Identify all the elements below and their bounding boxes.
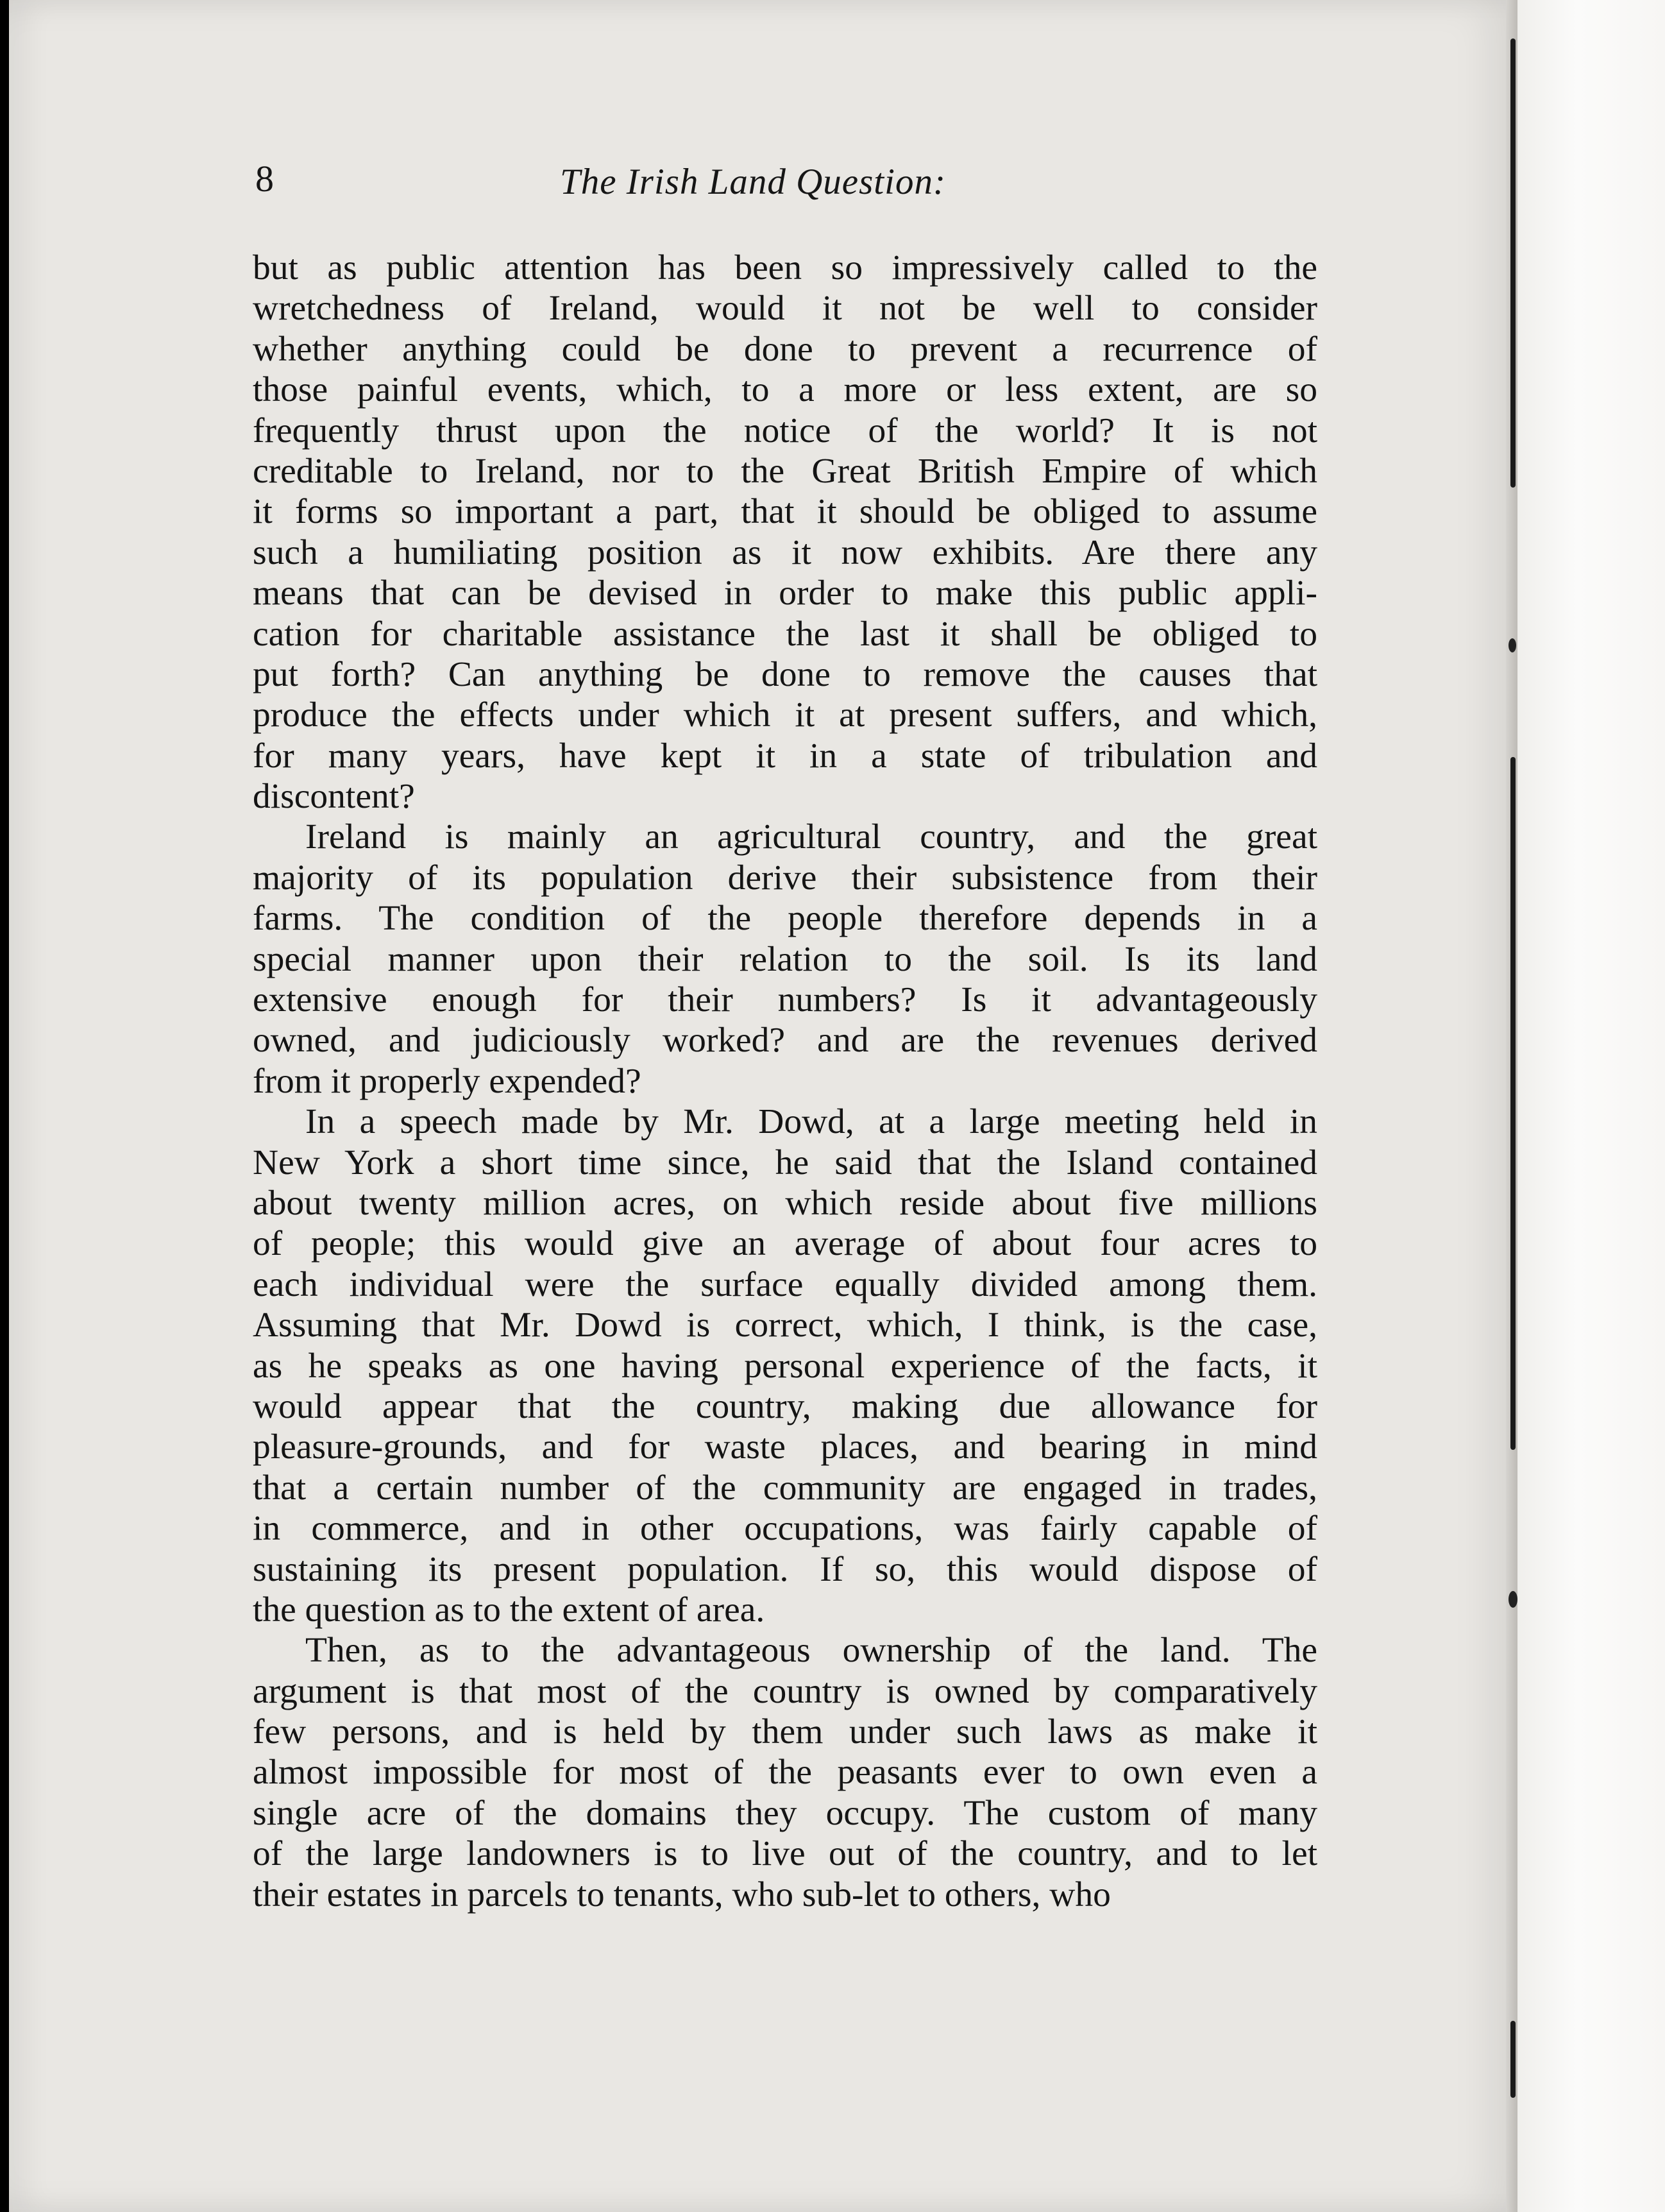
paragraph	[253, 817, 1317, 1102]
text-line: pleasure-grounds, and for waste places, and bearing in mind	[253, 1427, 1317, 1467]
text-line: single acre of the domains they occupy. The custom of many	[253, 1793, 1317, 1833]
text-line: each individual were the surface equally divided among them.	[253, 1264, 1317, 1304]
text-line: special manner upon their relation to the soil. Is its land	[253, 939, 1317, 979]
text-line: almost impossible for most of the peasants ever to own even a	[253, 1753, 1317, 1792]
text-line: wretchedness of Ireland, would it not be well to consider	[253, 289, 1317, 328]
text-line: creditable to Ireland, nor to the Great British Empire of which	[253, 451, 1317, 491]
text-line: whether anything could be done to prevent a recurrence of	[253, 329, 1317, 369]
binding-mark	[1510, 38, 1516, 488]
text-line: Assuming that Mr. Dowd is correct, which, I think, is the case,	[253, 1306, 1317, 1345]
page-number: 8	[255, 158, 274, 200]
text-line: New York a short time since, he said that the Island contained	[253, 1143, 1317, 1182]
text-line: argument is that most of the country is owned by comparatively	[253, 1671, 1317, 1711]
running-title: The Irish Land Question:	[560, 162, 946, 202]
text-line: In a speech made by Mr. Dowd, at a large meeting held in	[305, 1102, 1317, 1142]
text-line: about twenty million acres, on which reside about five millions	[253, 1183, 1317, 1223]
text-line: from it properly expended?	[253, 1061, 641, 1101]
text-line: as he speaks as one having personal experience of the facts, it	[253, 1346, 1317, 1386]
text-line: owned, and judiciously worked? and are the revenues derived	[253, 1021, 1317, 1060]
text-line: but as public attention has been so impressively called to the	[253, 248, 1317, 287]
text-line: extensive enough for their numbers? Is it advantageously	[253, 980, 1317, 1020]
text-line: it forms so important a part, that it should be obliged to assume	[253, 492, 1317, 532]
text-line: few persons, and is held by them under such laws as make it	[253, 1712, 1317, 1752]
speck	[1509, 1591, 1517, 1608]
text-line: produce the effects under which it at present suffers, and which,	[253, 695, 1317, 735]
text-line: of the large landowners is to live out of the country, and to let	[253, 1834, 1317, 1874]
text-line: the question as to the extent of area.	[253, 1590, 765, 1629]
text-line: Ireland is mainly an agricultural country, and the great	[305, 817, 1317, 857]
paragraph	[253, 1630, 1317, 1915]
text-line: Then, as to the advantageous ownership of the land. The	[305, 1631, 1317, 1671]
binding-mark	[1510, 2021, 1516, 2098]
text-line: those painful events, which, to a more or less extent, are so	[253, 370, 1317, 410]
binding-mark	[1510, 757, 1516, 1450]
body-text	[253, 248, 1317, 1915]
text-line: in commerce, and in other occupations, was fairly capable of	[253, 1509, 1317, 1549]
text-line: would appear that the country, making due allowance for	[253, 1386, 1317, 1426]
text-line: farms. The condition of the people therefore depends in a	[253, 899, 1317, 939]
text-line: such a humiliating position as it now exhibits. Are there any	[253, 532, 1317, 572]
text-line: sustaining its present population. If so, this would dispose of	[253, 1549, 1317, 1589]
text-line: frequently thrust upon the notice of the world? It is not	[253, 411, 1317, 450]
text-line: majority of its population derive their subsistence from their	[253, 858, 1317, 898]
paragraph	[253, 248, 1317, 817]
text-line: their estates in parcels to tenants, who sub-let to others, who	[253, 1875, 1111, 1914]
text-line: cation for charitable assistance the last it shall be obliged to	[253, 614, 1317, 654]
speck	[1509, 638, 1516, 652]
paragraph	[253, 1102, 1317, 1630]
binding-strip	[1517, 0, 1665, 2212]
text-line: put forth? Can anything be done to remove the causes that	[253, 654, 1317, 694]
text-line: for many years, have kept it in a state of tribulation and	[253, 736, 1317, 776]
text-line: of people; this would give an average of about four acres to	[253, 1224, 1317, 1264]
text-line: that a certain number of the community are engaged in trades,	[253, 1468, 1317, 1508]
text-line: means that can be devised in order to make this public appli-	[253, 574, 1317, 613]
page-header	[255, 160, 1346, 225]
text-line: discontent?	[253, 777, 415, 817]
